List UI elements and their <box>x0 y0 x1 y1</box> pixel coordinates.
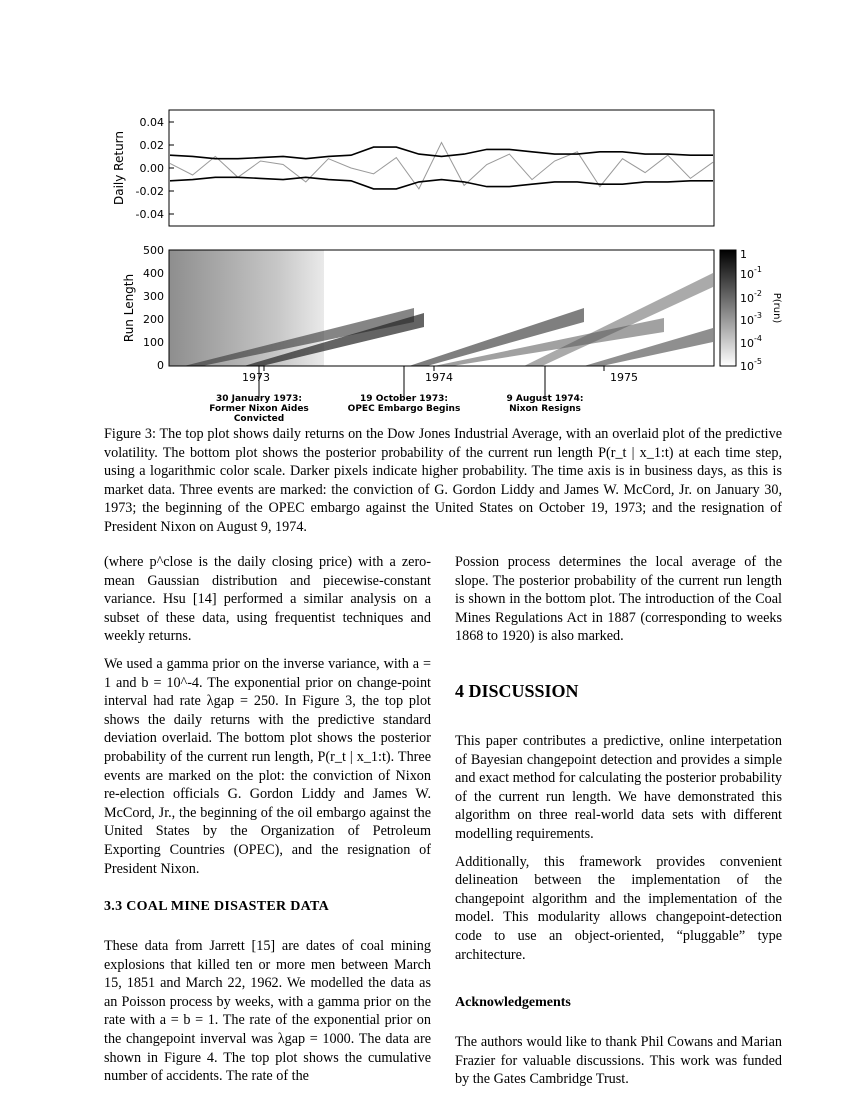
bottom-ytick: 100 <box>143 336 164 349</box>
top-y-axis <box>112 116 174 221</box>
colorbar <box>720 248 782 373</box>
bottom-ylabel: Run Length <box>122 273 136 343</box>
figure-3 <box>104 108 784 428</box>
event-2-line1: 19 October 1973: <box>360 394 448 404</box>
top-ylabel: Daily Return <box>112 131 126 205</box>
x-axis <box>242 366 638 384</box>
colorbar-tick: 1 <box>740 248 747 261</box>
colorbar-label: P(run) <box>771 292 782 324</box>
colorbar-tick: 10 <box>740 337 754 350</box>
top-ytick: 0.04 <box>139 116 164 129</box>
bottom-ytick: 200 <box>143 313 164 326</box>
top-ytick: 0.02 <box>139 139 164 152</box>
colorbar-exp: -2 <box>754 289 762 298</box>
paragraph: The authors would like to thank Phil Cowans and Marian Frazier for valuable discussions. This work was funded by the Gates Cambridge Trust. <box>455 1034 782 1088</box>
right-column <box>455 553 782 1098</box>
colorbar-tick: 10 <box>740 360 754 373</box>
paragraph: Possion process determines the local average of the slope. The posterior probability of the current run length is shown in the bottom plot. The introduction of the Coal Mines Regulations Act in 1887 (corresponding to weeks 1868 to 1920) is also marked. <box>455 554 782 645</box>
bottom-ytick: 0 <box>157 359 164 372</box>
event-3-line1: 9 August 1974: <box>506 394 584 404</box>
paragraph: This paper contributes a predictive, online interpetation of Bayesian changepoint detection and provides a simple and exact method for calculating the posterior probability of the current run length. We have demonstrated this algorithm on three real-world data sets with different modelling requirements. <box>455 732 782 842</box>
paragraph: These data from Jarrett [15] are dates of coal mining explosions that killed ten or more men between March 15, 1851 and March 22, 1962. We modelled the data as an Poisson process by weeks, with a gamma prior on the rate with a = b = 1. The rate of the exponential prior on the changepoint inverval was λgap = 1000. The data are shown in Figure 4. The top plot shows the cumulative number of accidents. The rate of the <box>104 938 431 1085</box>
event-1-line1: 30 January 1973: <box>215 394 303 404</box>
colorbar-tick: 10 <box>740 268 754 281</box>
paragraph: Additionally, this framework provides convenient delineation between the implementation of the changepoint algorithm and the implementation of the model. This modularity allows changepoint-detection code to use an object-oriented, “pluggable” type architecture. <box>455 853 782 963</box>
top-ytick: 0.00 <box>139 162 164 175</box>
runlength-heatmap <box>169 250 714 366</box>
colorbar-exp: -3 <box>754 311 762 320</box>
event-3-line2: Nixon Resigns <box>509 404 581 414</box>
section-heading: 3.3 COAL MINE DISASTER DATA <box>104 899 330 915</box>
colorbar-tick: 10 <box>740 314 754 327</box>
event-2-line2: OPEC Embargo Begins <box>347 404 461 414</box>
section-heading: 4 DISCUSSION <box>455 680 579 701</box>
bottom-ytick: 400 <box>143 267 164 280</box>
xtick: 1974 <box>425 371 453 384</box>
paragraph: (where p^close is the daily closing price) with a zero-mean Gaussian distribution and piecewise-constant variance. Hsu [14] performed a similar analysis on a subset of these data, using frequentist techniques and weekly returns. <box>104 554 431 645</box>
top-ytick: -0.02 <box>135 185 164 198</box>
colorbar-exp: -1 <box>754 265 762 274</box>
bottom-ytick: 500 <box>143 244 164 257</box>
colorbar-exp: -5 <box>754 357 762 366</box>
figure-svg <box>104 108 784 428</box>
xtick: 1975 <box>610 371 638 384</box>
event-1-line2: Former Nixon Aides <box>209 404 309 414</box>
figure-caption: Figure 3: The top plot shows daily returns on the Dow Jones Industrial Average, with an overlaid plot of the predictive volatility. The bottom plot shows the posterior probability of the current run length P(r_t | x_1:t) at each time step, using a logarithmic color scale. Darker pixels indicate higher probability. The time axis is in business days, as this is market data. Three events are marked: the conviction of G. Gordon Liddy and James W. McCord, Jr. on January 30, 1973; the beginning of the OPEC embargo against the United States on October 19, 1973; and the resignation of President Nixon on August 9, 1974. <box>104 426 782 535</box>
colorbar-tick: 10 <box>740 292 754 305</box>
colorbar-gradient <box>720 250 736 366</box>
left-column <box>104 553 431 1095</box>
heatmap-early-block <box>169 250 324 366</box>
event-1-line3: Convicted <box>233 414 285 424</box>
bottom-ytick: 300 <box>143 290 164 303</box>
paragraph: We used a gamma prior on the inverse variance, with a = 1 and b = 10^-4. The exponential prior on change-point interval had rate λgap = 250. In Figure 3, the top plot shows the daily returns with the predictive standard deviation overlaid. The bottom plot shows the posterior probability of the current run length, P(r_t | x_1:t). Three events are marked on the plot: the conviction of Nixon re-election officials G. Gordon Liddy and James W. McCord, Jr., the beginning of the oil embargo against the United States by the Organization of Petroleum Exporting Countries (OPEC), and the resignation of President Nixon. <box>104 655 431 877</box>
colorbar-exp: -4 <box>754 334 762 343</box>
xtick: 1973 <box>242 371 270 384</box>
top-ytick: -0.04 <box>135 208 164 221</box>
bottom-y-axis <box>122 244 164 372</box>
acknowledgements-heading: Acknowledgements <box>455 995 571 1011</box>
